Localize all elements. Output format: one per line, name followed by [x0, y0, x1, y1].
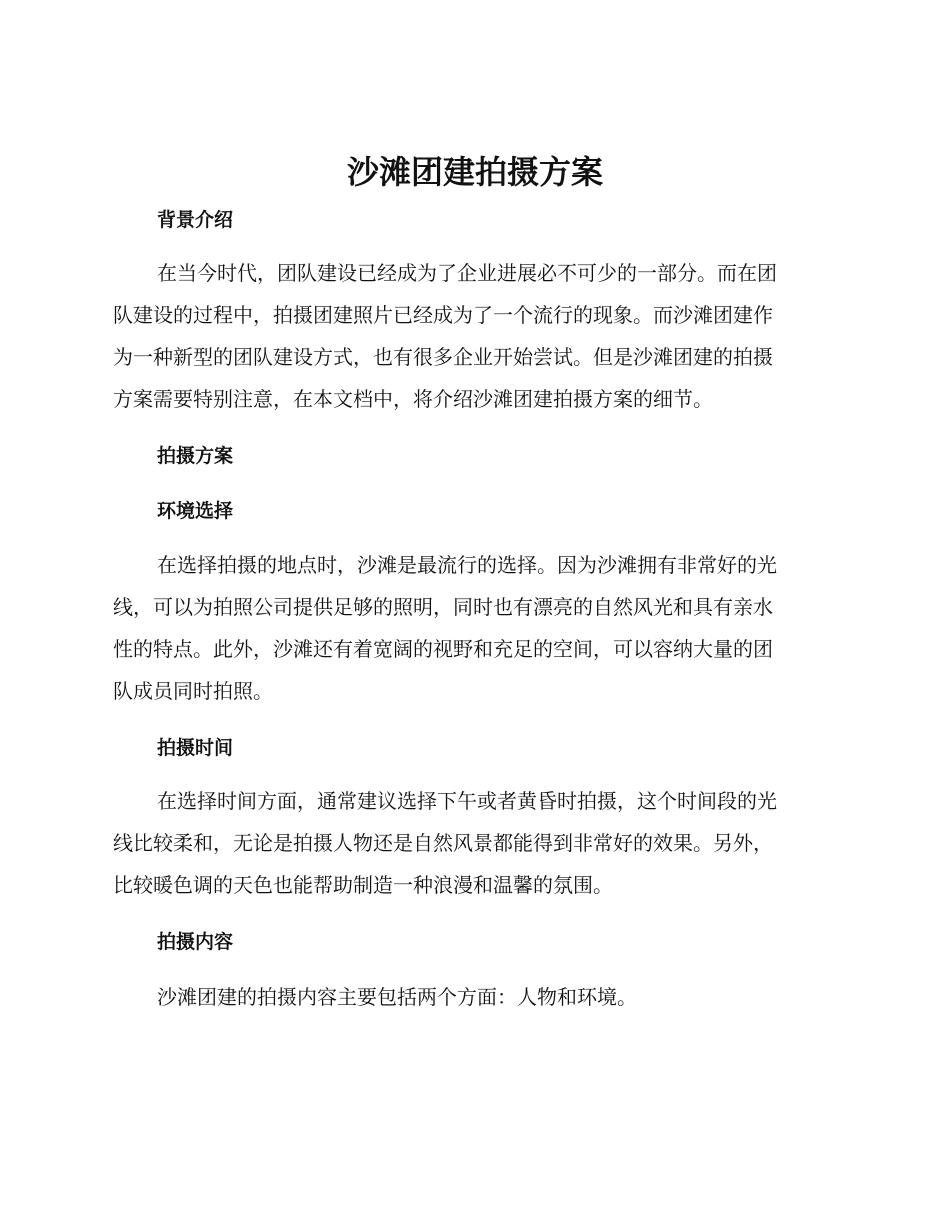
- paragraph-line: 方案需要特别注意，在本文档中，将介绍沙滩团建拍摄方案的细节。: [113, 387, 713, 411]
- paragraph-line: 在选择时间方面，通常建议选择下午或者黄昏时拍摄，这个时间段的光: [157, 789, 777, 813]
- paragraph-line: 队成员同时拍照。: [113, 679, 273, 703]
- section-heading-environment: 环境选择: [157, 500, 234, 522]
- document-title: 沙滩团建拍摄方案: [346, 153, 603, 191]
- section-heading-shooting-time: 拍摄时间: [157, 737, 234, 759]
- paragraph-shooting-content: [113, 976, 833, 1018]
- paragraph-background: [113, 252, 833, 420]
- paragraph-line: 为一种新型的团队建设方式，也有很多企业开始尝试。但是沙滩团建的拍摄: [113, 345, 773, 369]
- paragraph-environment: [113, 544, 833, 712]
- paragraph-line: 比较暖色调的天色也能帮助制造一种浪漫和温馨的氛围。: [113, 873, 613, 897]
- paragraph-line: 线比较柔和，无论是拍摄人物还是自然风景都能得到非常好的效果。另外，: [113, 831, 773, 855]
- section-heading-background: 背景介绍: [157, 209, 234, 231]
- section-heading-shooting-content: 拍摄内容: [157, 931, 234, 953]
- paragraph-shooting-time: [113, 780, 833, 906]
- paragraph-line: 性的特点。此外，沙滩还有着宽阔的视野和充足的空间，可以容纳大量的团: [113, 637, 773, 661]
- paragraph-line: 在选择拍摄的地点时，沙滩是最流行的选择。因为沙滩拥有非常好的光: [157, 553, 777, 577]
- paragraph-line: 在当今时代，团队建设已经成为了企业进展必不可少的一部分。而在团: [157, 261, 777, 285]
- paragraph-line: 沙滩团建的拍摄内容主要包括两个方面：人物和环境。: [157, 985, 637, 1009]
- paragraph-line: 线，可以为拍照公司提供足够的照明，同时也有漂亮的自然风光和具有亲水: [113, 595, 773, 619]
- paragraph-line: 队建设的过程中，拍摄团建照片已经成为了一个流行的现象。而沙滩团建作: [113, 303, 773, 327]
- section-heading-shooting-plan: 拍摄方案: [157, 445, 234, 467]
